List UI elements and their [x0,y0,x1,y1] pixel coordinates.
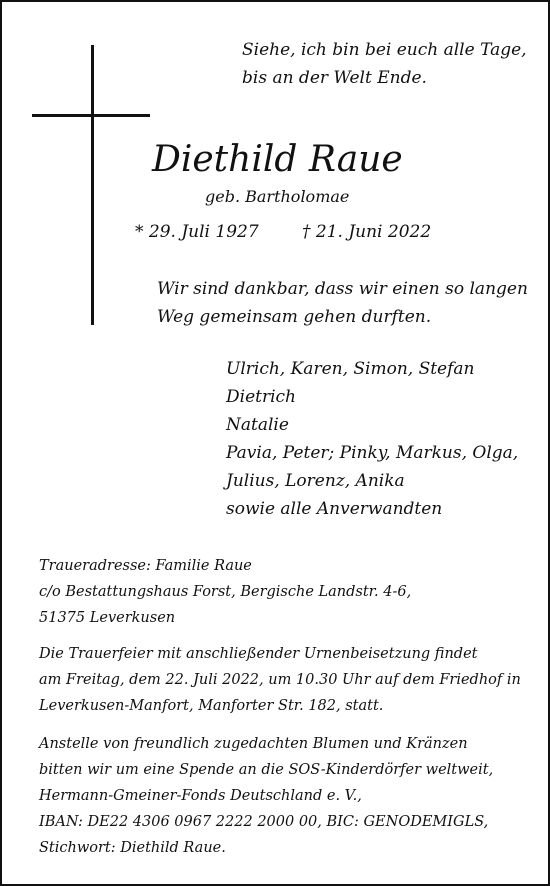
thanks-text [157,275,528,331]
donation-line: IBAN: DE22 4306 0967 2222 2000 00, BIC: GENODEMIGLS, [39,814,489,830]
ceremony-line: Leverkusen-Manfort, Manforter Str. 182, statt. [39,698,384,714]
address-line: 51375 Leverkusen [39,610,176,626]
mourners-list [226,355,518,523]
cross-horizontal-bar [32,114,150,117]
bible-quote [242,36,527,92]
donation-line: Anstelle von freundlich zugedachten Blumen und Kränzen [39,736,468,752]
donation-line: Stichwort: Diethild Raue. [39,840,226,856]
mourners-line: Ulrich, Karen, Simon, Stefan [226,359,475,379]
cross-vertical-bar [91,45,94,325]
donation-line: Hermann-Gmeiner-Fonds Deutschland e. V., [39,788,362,804]
birth-date: * 29. Juli 1927 [135,222,259,242]
funeral-ceremony-info [39,641,521,719]
thanks-line: Weg gemeinsam gehen durften. [157,307,432,327]
mourners-line: sowie alle Anverwandten [226,499,443,519]
donation-request [39,731,493,861]
address-line: c/o Bestattungshaus Forst, Bergische Landstr. 4-6, [39,584,412,600]
address-line: Traueradresse: Familie Raue [39,558,252,574]
ceremony-line: am Freitag, dem 22. Juli 2022, um 10.30 Uhr auf dem Friedhof in [39,672,521,688]
mourners-line: Natalie [226,415,289,435]
maiden-name: geb. Bartholomae [205,187,350,206]
quote-line: Siehe, ich bin bei euch alle Tage, [242,40,527,60]
thanks-line: Wir sind dankbar, dass wir einen so langen [157,279,528,299]
ceremony-line: Die Trauerfeier mit anschließender Urnenbeisetzung findet [39,646,478,662]
mourners-line: Julius, Lorenz, Anika [226,471,405,491]
mourners-line: Dietrich [226,387,296,407]
quote-line: bis an der Welt Ende. [242,68,427,88]
donation-line: bitten wir um eine Spende an die SOS-Kinderdörfer weltweit, [39,762,494,778]
deceased-name: Diethild Raue [152,139,403,180]
mourners-line: Pavia, Peter; Pinky, Markus, Olga, [226,443,519,463]
mourning-address [39,553,411,631]
death-date: † 21. Juni 2022 [302,222,432,242]
